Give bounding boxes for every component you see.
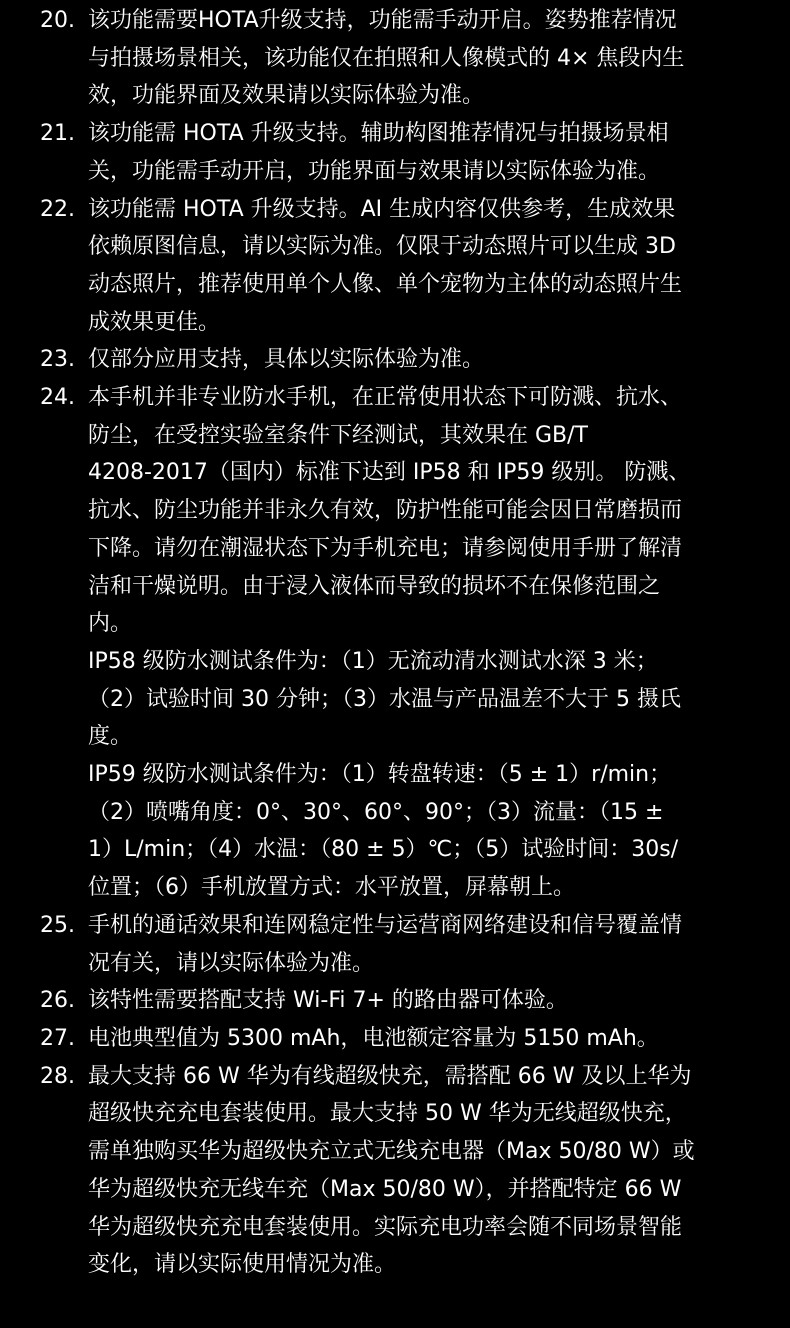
footnote-line: 下降。请勿在潮湿状态下为手机充电；请参阅使用手册了解清 bbox=[88, 535, 683, 561]
footnote-item bbox=[0, 115, 790, 190]
footnote-text bbox=[88, 115, 734, 190]
footnote-line: 需单独购买华为超级快充立式无线充电器（Max 50/80 W）或 bbox=[88, 1139, 695, 1165]
footnote-line: 华为超级快充充电套装使用。实际充电功率会随不同场景智能 bbox=[88, 1214, 683, 1240]
footnote-item bbox=[0, 2, 790, 115]
footnote-line: 效，功能界面及效果请以实际体验为准。 bbox=[88, 83, 485, 109]
footnote-line: 动态照片，推荐使用单个人像、单个宠物为主体的动态照片生 bbox=[88, 271, 683, 297]
footnote-line: 手机的通话效果和连网稳定性与运营商网络建设和信号覆盖情 bbox=[88, 912, 683, 938]
footnote-line: IP58 级防水测试条件为：（1）无流动清水测试水深 3 米； bbox=[88, 648, 658, 674]
footnote-text bbox=[88, 982, 734, 1020]
footnote-item bbox=[0, 379, 790, 907]
footnote-line: 度。 bbox=[88, 724, 133, 750]
footnote-number: 27. bbox=[40, 1025, 75, 1051]
footnote-line: 变化，请以实际使用情况为准。 bbox=[88, 1252, 397, 1278]
footnote-line: 该特性需要搭配支持 Wi-Fi 7+ 的路由器可体验。 bbox=[88, 988, 568, 1014]
footnote-line: （2）喷嘴角度：0°、30°、60°、90°；（3）流量：（15 ± bbox=[88, 799, 664, 825]
footnote-line: 内。 bbox=[88, 611, 133, 637]
footnote-text bbox=[88, 379, 734, 907]
footnote-item bbox=[0, 341, 790, 379]
footnote-line: 1）L/min；（4）水温：（80 ± 5）℃；（5）试验时间：30s/ bbox=[88, 837, 679, 863]
footnote-line: 电池典型值为 5300 mAh，电池额定容量为 5150 mAh。 bbox=[88, 1025, 659, 1051]
footnote-line: 位置；（6）手机放置方式：水平放置，屏幕朝上。 bbox=[88, 875, 575, 901]
footnote-item bbox=[0, 982, 790, 1020]
footnote-line: 该功能需 HOTA 升级支持。辅助构图推荐情况与拍摄场景相 bbox=[88, 121, 669, 147]
footnote-number: 24. bbox=[40, 385, 75, 411]
footnote-line: 防尘，在受控实验室条件下经测试，其效果在 GB/T bbox=[88, 422, 588, 448]
footnote-line: 最大支持 66 W 华为有线超级快充，需搭配 66 W 及以上华为 bbox=[88, 1063, 692, 1089]
footnote-number: 25. bbox=[40, 912, 75, 938]
footnote-text bbox=[88, 2, 734, 115]
footnote-text bbox=[88, 907, 734, 982]
footnote-line: 华为超级快充无线车充（Max 50/80 W），并搭配特定 66 W bbox=[88, 1176, 682, 1202]
footnote-number: 23. bbox=[40, 347, 75, 373]
footnote-line: 超级快充充电套装使用。最大支持 50 W 华为无线超级快充， bbox=[88, 1101, 687, 1127]
footnote-line: （2）试验时间 30 分钟；（3）水温与产品温差不大于 5 摄氏 bbox=[88, 686, 681, 712]
footnote-line: 仅部分应用支持，具体以实际体验为准。 bbox=[88, 347, 485, 373]
footnote-line: 关，功能需手动开启，功能界面与效果请以实际体验为准。 bbox=[88, 158, 661, 184]
footnote-number: 28. bbox=[40, 1063, 75, 1089]
footnote-list bbox=[0, 2, 790, 1284]
footnote-line: 依赖原图信息，请以实际为准。仅限于动态照片可以生成 3D bbox=[88, 234, 676, 260]
footnote-line: 况有关，请以实际体验为准。 bbox=[88, 950, 375, 976]
footnote-item bbox=[0, 191, 790, 342]
footnote-line: 成效果更佳。 bbox=[88, 309, 221, 335]
footnote-line: 抗水、防尘功能并非永久有效，防护性能可能会因日常磨损而 bbox=[88, 498, 683, 524]
footnote-text bbox=[88, 1020, 734, 1058]
footnote-line: 本手机并非专业防水手机，在正常使用状态下可防溅、抗水、 bbox=[88, 385, 683, 411]
footnote-line: IP59 级防水测试条件为：（1）转盘转速：（5 ± 1）r/min； bbox=[88, 762, 672, 788]
footnote-line: 该功能需 HOTA 升级支持。AI 生成内容仅供参考，生成效果 bbox=[88, 196, 676, 222]
footnote-text bbox=[88, 191, 734, 342]
footnote-number: 21. bbox=[40, 121, 75, 147]
footnote-line: 4208-2017（国内）标准下达到 IP58 和 IP59 级别。 防溅、 bbox=[88, 460, 691, 486]
footnote-number: 20. bbox=[40, 8, 75, 33]
footnote-item bbox=[0, 1058, 790, 1284]
footnote-text bbox=[88, 341, 734, 379]
footnote-number: 22. bbox=[40, 196, 75, 222]
footnote-item bbox=[0, 1020, 790, 1058]
footnote-line: 该功能需要HOTA升级支持，功能需手动开启。姿势推荐情况 bbox=[88, 8, 677, 33]
footnote-item bbox=[0, 907, 790, 982]
footnote-number: 26. bbox=[40, 988, 75, 1014]
footnote-line: 洁和干燥说明。由于浸入液体而导致的损坏不在保修范围之 bbox=[88, 573, 661, 599]
footnote-text bbox=[88, 1058, 734, 1284]
footnote-line: 与拍摄场景相关，该功能仅在拍照和人像模式的 4× 焦段内生 bbox=[88, 45, 685, 71]
